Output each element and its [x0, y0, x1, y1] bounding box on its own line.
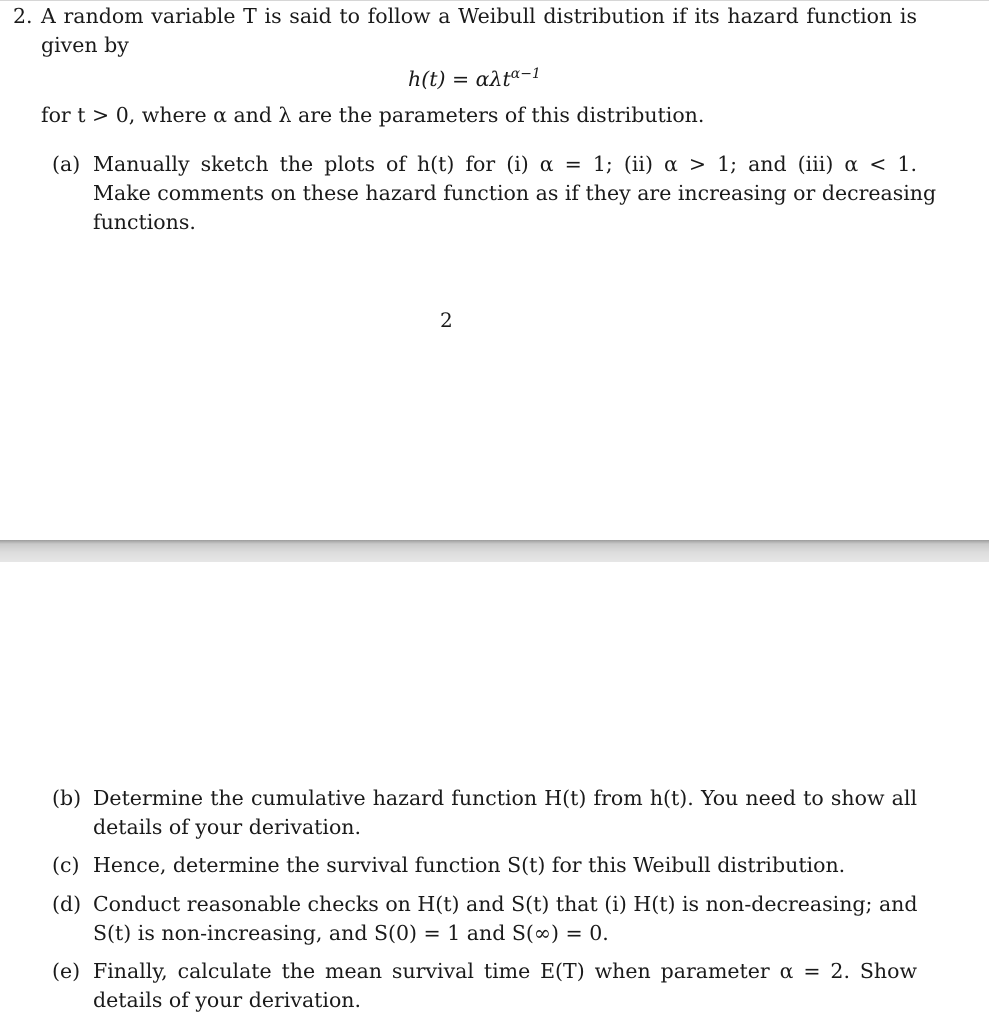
document-page-2	[0, 562, 989, 1024]
part-d-label: (d)	[52, 892, 82, 916]
part-c-line-1: Hence, determine the survival function S(t) for this Weibull distribution.	[93, 853, 846, 877]
part-d-line-2: S(t) is non-increasing, and S(0) = 1 and S(∞) = 0.	[93, 921, 609, 945]
hazard-formula	[408, 62, 541, 91]
question-intro-line-2: given by	[41, 33, 129, 57]
part-e-line-1: Finally, calculate the mean survival time E(T) when parameter α = 2. Show	[93, 959, 917, 983]
part-d-line-1: Conduct reasonable checks on H(t) and S(t) that (i) H(t) is non-decreasing; and	[93, 892, 918, 916]
part-b-line-1: Determine the cumulative hazard function H(t) from h(t). You need to show all	[93, 786, 917, 810]
part-a-line-2: Make comments on these hazard function as if they are increasing or decreasing	[93, 181, 937, 205]
part-a-label: (a)	[52, 152, 81, 176]
part-a-line-1: Manually sketch the plots of h(t) for (i) α = 1; (ii) α > 1; and (iii) α < 1.	[93, 152, 917, 176]
question-intro-line-1: A random variable T is said to follow a Weibull distribution if its hazard function is	[41, 4, 917, 28]
page-number: 2	[440, 308, 453, 332]
part-b-line-2: details of your derivation.	[93, 815, 362, 839]
page-break	[0, 540, 989, 562]
question-number: 2.	[13, 4, 33, 28]
part-c-label: (c)	[52, 853, 80, 877]
part-e-line-2: details of your derivation.	[93, 988, 362, 1012]
hazard-formula-base: h(t) = αλt	[408, 66, 511, 91]
part-a-line-3: functions.	[93, 210, 196, 234]
hazard-formula-exponent: α−1	[510, 66, 541, 82]
part-e-label: (e)	[52, 959, 81, 983]
part-b-label: (b)	[52, 786, 82, 810]
question-domain-line: for t > 0, where α and λ are the parameters of this distribution.	[41, 103, 705, 127]
